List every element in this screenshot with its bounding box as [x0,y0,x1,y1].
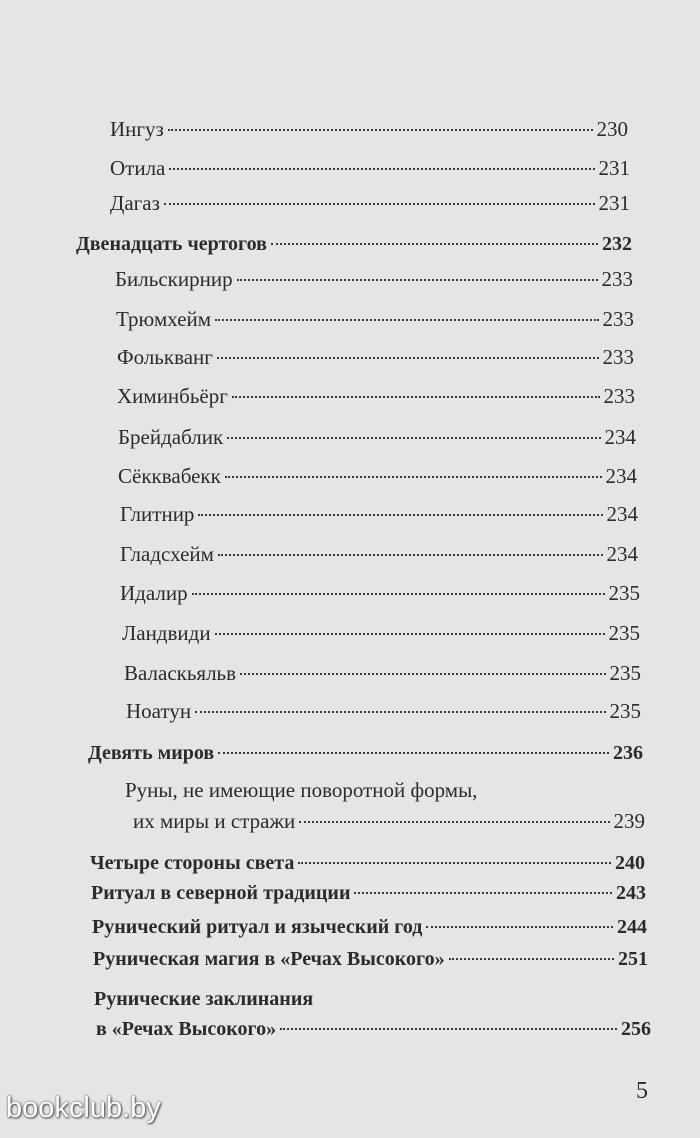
toc-entry: Ноатун 235 [126,699,641,723]
toc-entry: Валаскьяльв 235 [124,661,641,685]
toc-section: Руническая магия в «Речах Высокого» 251 [93,948,648,970]
toc-entry: Брейдаблик 234 [118,425,636,449]
toc-entry: Химинбьёрг 233 [117,384,635,408]
toc-entry: Фолькванг 233 [117,345,634,369]
toc-entry: Ландвиди 235 [122,621,640,645]
toc-entry-line1: Руны, не имеющие поворотной формы, [125,778,478,802]
toc-entry: Глитнир 234 [120,502,638,526]
toc-section: Рунический ритуал и языческий год 244 [92,916,647,938]
watermark: bookclub.by [6,1092,161,1124]
toc-entry: Дагаз 231 [110,191,630,215]
toc-section-line1: Рунические заклинания [94,988,314,1010]
toc-entry: Сёкквабекк 234 [118,464,637,488]
toc-entry: Бильскирнир 233 [115,267,633,291]
toc-section: в «Речах Высокого» 256 [96,1018,651,1040]
toc-section: Четыре стороны света 240 [90,852,645,874]
toc-section: Девять миров 236 [88,742,643,764]
toc-entry: Идалир 235 [120,581,640,605]
toc-entry: Трюмхейм 233 [116,307,634,331]
toc-entry: их миры и стражи 239 [133,809,645,833]
toc-entry: Отила 231 [110,156,630,180]
page-number: 5 [636,1078,648,1104]
toc-section: Двенадцать чертогов 232 [76,233,632,255]
toc-entry: Гладсхейм 234 [120,542,638,566]
toc-section: Ритуал в северной традиции 243 [91,882,646,904]
toc-entry: Ингуз 230 [110,117,628,141]
